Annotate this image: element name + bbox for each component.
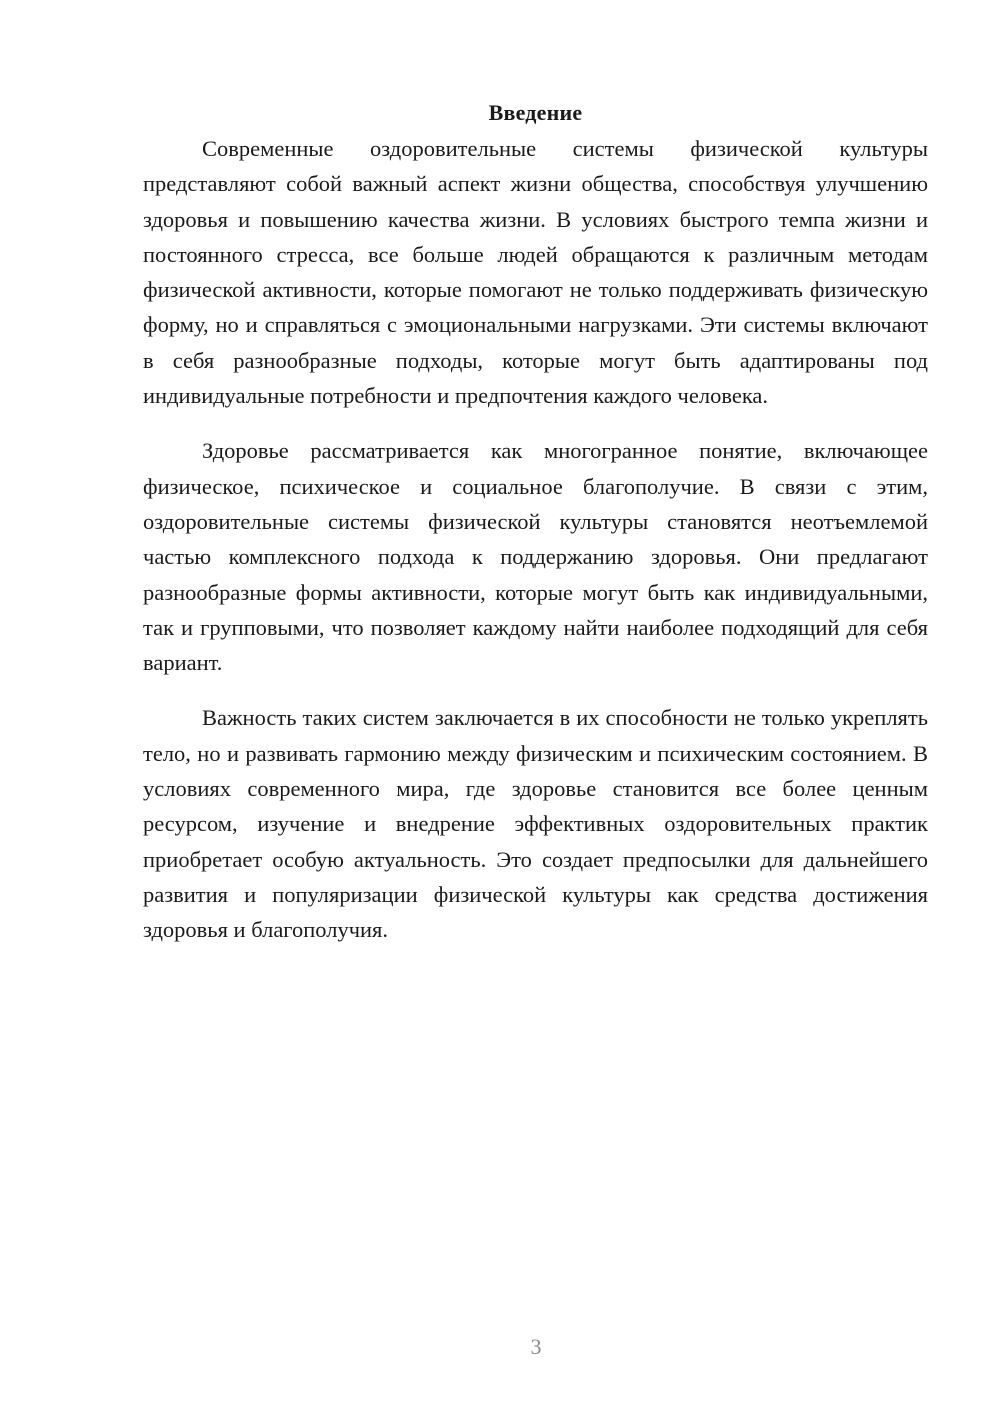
paragraph-1: Современные оздоровительные системы физической культуры представляют собой важный аспект жизни общества, способствуя улучшению здоровья и повышению качества жизни. В условиях быстрого темпа жизни и постоянного стресса, все больше людей обращаются к различным методам физической активности, которые помогают не только поддерживать физическую форму, но и справляться с эмоциональными нагрузками. Эти системы включают в себя разнообразные подходы, которые могут быть адаптированы под индивидуальные потребности и предпочтения каждого человека. — [143, 136, 928, 409]
page-number: 3 — [530, 1334, 542, 1359]
paragraph-2: Здоровье рассматривается как многогранное понятие, включающее физическое, психическое и социальное благополучие. В связи с этим, оздоровительные системы физической культуры становятся неотъемлемой частью комплексного подхода к поддержанию здоровья. Они предлагают разнообразные формы активности, которые могут быть как индивидуальными, так и групповыми, что позволяет каждому найти наиболее подходящий для себя вариант. — [143, 438, 928, 676]
paragraph-3: Важность таких систем заключается в их способности не только укреплять тело, но и развивать гармонию между физическим и психическим состоянием. В условиях современного мира, где здоровье становится все более ценным ресурсом, изучение и внедрение эффективных оздоровительных практик приобретает особую актуальность. Это создает предпосылки для дальнейшего развития и популяризации физической культуры как средства достижения здоровья и благополучия. — [143, 705, 928, 943]
document-body — [143, 96, 928, 948]
page-title: Введение — [488, 100, 583, 125]
